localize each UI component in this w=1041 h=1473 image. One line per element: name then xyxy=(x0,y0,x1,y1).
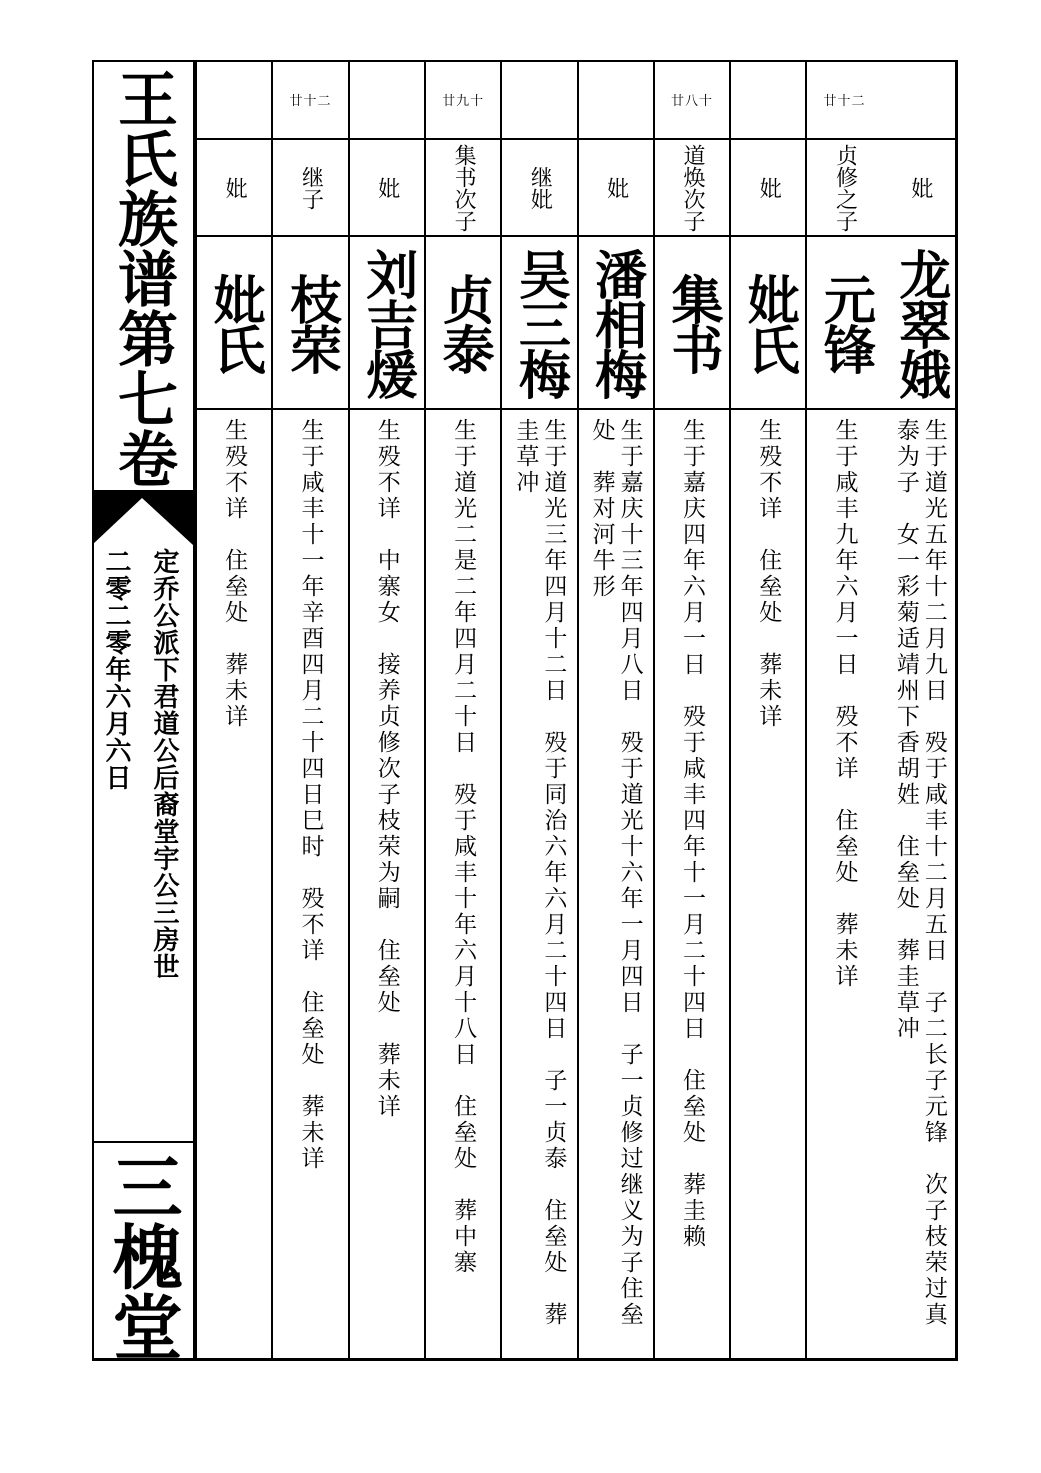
bio-cell xyxy=(197,412,271,1357)
name-cell xyxy=(273,237,347,410)
bio-cell xyxy=(273,412,347,1357)
fishtail-ornament xyxy=(92,490,193,545)
entry-column xyxy=(500,60,576,1361)
entries-grid xyxy=(195,60,958,1361)
bio-text: 生于道光五年十二月九日 殁于咸丰十二月五日 子二长子元锋 次子枝荣过真泰为子 女一彩菊适靖州下香胡姓 住垒处 葬圭草冲 xyxy=(892,418,947,1328)
relation-text: 道焕次子 xyxy=(679,143,705,232)
name-cell xyxy=(197,237,271,410)
hall-box xyxy=(92,1141,193,1361)
entry-column xyxy=(271,60,347,1361)
relation-cell xyxy=(807,140,881,237)
relation-cell xyxy=(502,140,576,237)
person-name: 元锋 xyxy=(814,272,876,373)
relation-text: 继妣 xyxy=(527,165,553,210)
relation-cell xyxy=(655,140,729,237)
relation-text: 妣 xyxy=(907,176,933,199)
person-name: 集书 xyxy=(661,272,723,373)
generation-cell: 廿十二 xyxy=(273,60,347,140)
bio-cell xyxy=(579,412,653,1357)
bio-cell xyxy=(807,412,881,1357)
bio-text: 生于道光二是二年四月二十日 殁于咸丰十年六月十八日 住垒处 葬中寨 xyxy=(450,418,477,1276)
compile-date: 二零二零年六月六日 xyxy=(101,548,131,791)
bio-cell xyxy=(655,412,729,1357)
name-cell xyxy=(350,237,424,410)
bio-cell xyxy=(502,412,576,1357)
name-cell xyxy=(579,237,653,410)
person-name: 贞泰 xyxy=(433,272,495,373)
genealogy-page xyxy=(92,60,958,1361)
bio-text: 生殁不详 住垒处 葬未详 xyxy=(755,418,782,730)
name-cell xyxy=(731,237,805,410)
person-name: 刘吉煖 xyxy=(356,247,418,398)
relation-cell xyxy=(731,140,805,237)
relation-cell xyxy=(882,140,958,237)
branch-lineage: 定乔公派下君道公后裔堂宇公三房世 xyxy=(149,548,179,980)
bio-text: 生于咸丰九年六月一日 殁不详 住垒处 葬未详 xyxy=(831,418,858,990)
entry-column xyxy=(882,60,958,1361)
person-name: 妣氏 xyxy=(738,272,800,373)
relation-text: 集书次子 xyxy=(451,143,477,232)
bio-text: 生于咸丰十一年辛酉四月二十四日巳时 殁不详 住垒处 葬未详 xyxy=(297,418,324,1172)
hall-name: 三槐堂 xyxy=(101,1151,184,1361)
relation-cell xyxy=(426,140,500,237)
bio-text: 生殁不详 中寨女 接养贞修次子枝荣为嗣 住垒处 葬未详 xyxy=(373,418,400,1120)
entry-column xyxy=(348,60,424,1361)
person-name: 妣氏 xyxy=(204,272,266,373)
entry-column xyxy=(805,60,881,1361)
relation-text: 妣 xyxy=(222,176,248,199)
entry-column xyxy=(424,60,500,1361)
name-cell xyxy=(882,237,958,410)
generation-cell xyxy=(731,60,805,140)
relation-cell xyxy=(350,140,424,237)
entry-column xyxy=(195,60,271,1361)
entry-column xyxy=(577,60,653,1361)
relation-text: 妣 xyxy=(756,176,782,199)
person-name: 龙翠娥 xyxy=(889,247,951,398)
generation-cell xyxy=(197,60,271,140)
bio-text: 生于嘉庆十三年四月八日 殁于道光十六年一月四日 子一贞修过继义为子住垒处 葬对河牛形 xyxy=(588,418,643,1328)
generation-cell: 廿十二 xyxy=(807,60,881,140)
generation-cell: 廿八十 xyxy=(655,60,729,140)
name-cell xyxy=(426,237,500,410)
person-name: 潘相梅 xyxy=(585,247,647,398)
relation-cell xyxy=(273,140,347,237)
person-name: 吴三梅 xyxy=(509,247,571,398)
relation-text: 妣 xyxy=(603,176,629,199)
relation-text: 继子 xyxy=(298,165,324,210)
relation-cell xyxy=(579,140,653,237)
bio-cell xyxy=(882,412,958,1357)
bio-text: 生于嘉庆四年六月一日 殁于咸丰四年十一月二十四日 住垒处 葬圭赖 xyxy=(678,418,705,1250)
entry-column xyxy=(729,60,805,1361)
person-name: 枝荣 xyxy=(280,272,342,373)
relation-text: 贞修之子 xyxy=(832,143,858,232)
generation-cell: 廿九十 xyxy=(426,60,500,140)
bio-cell xyxy=(350,412,424,1357)
book-title: 王氏族谱第七卷 xyxy=(108,68,178,488)
bio-text: 生于道光三年四月十二日 殁于同治六年六月二十四日 子一贞泰 住垒处 葬圭草冲 xyxy=(512,418,567,1328)
generation-cell xyxy=(882,60,958,140)
bio-text: 生殁不详 住垒处 葬未详 xyxy=(221,418,248,730)
name-cell xyxy=(502,237,576,410)
name-cell xyxy=(655,237,729,410)
generation-cell xyxy=(502,60,576,140)
name-cell xyxy=(807,237,881,410)
title-panel xyxy=(92,60,195,1361)
bio-cell xyxy=(731,412,805,1357)
generation-cell xyxy=(579,60,653,140)
bio-cell xyxy=(426,412,500,1357)
relation-text: 妣 xyxy=(374,176,400,199)
relation-cell xyxy=(197,140,271,237)
entry-column xyxy=(653,60,729,1361)
generation-cell xyxy=(350,60,424,140)
